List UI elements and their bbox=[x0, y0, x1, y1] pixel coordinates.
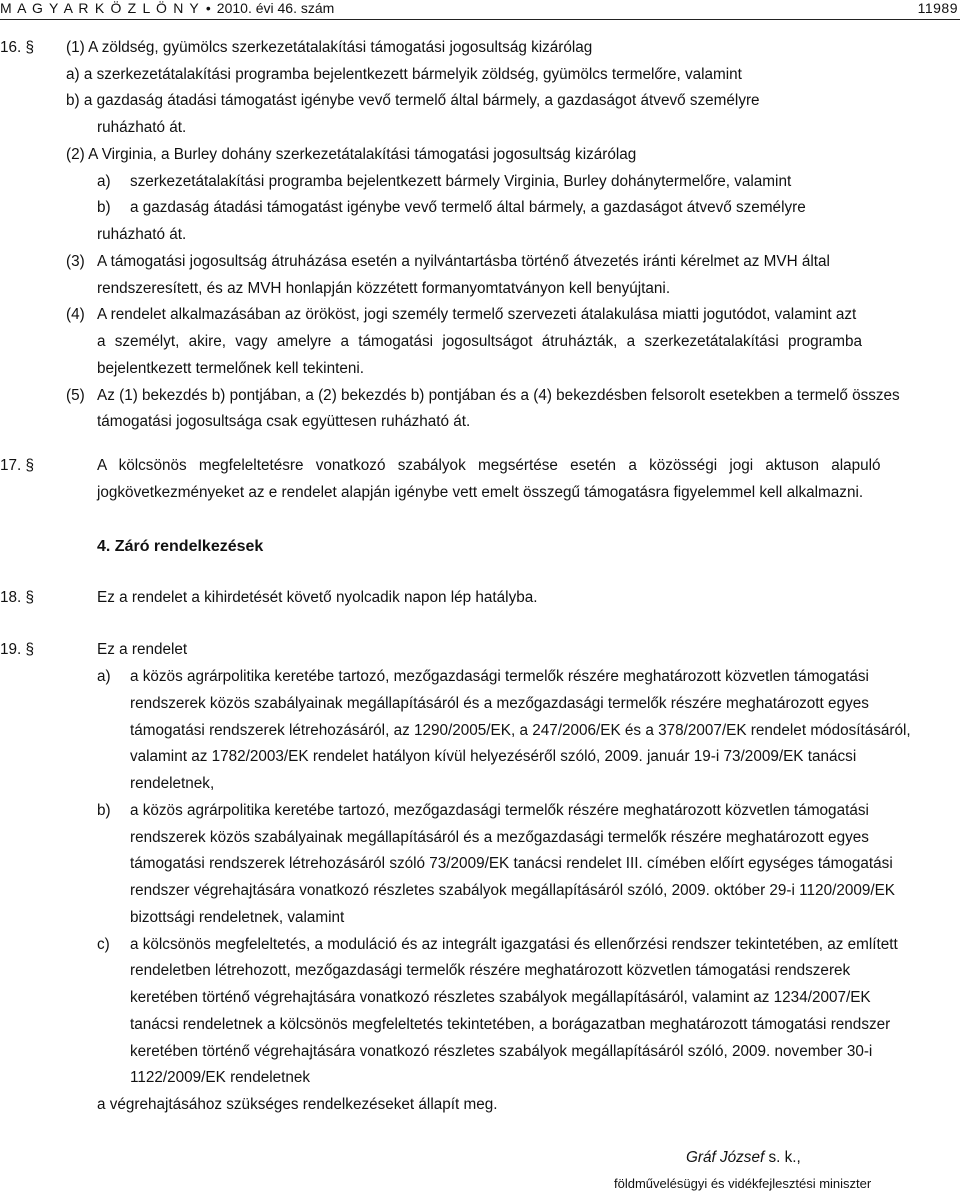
s16-p2: (2) A Virginia, a Burley dohány szerkezetátalakítási támogatási jogosultság kizárólag bbox=[66, 146, 637, 163]
s16-p1: (1) A zöldség, gyümölcs szerkezetátalakítási támogatási jogosultság kizárólag bbox=[66, 39, 593, 56]
s16-p2-b: a gazdaság átadási támogatást igénybe vevő termelő által bármely, a gazdaságot átvevő személyre bbox=[130, 199, 806, 216]
s19-c-line6: 1122/2009/EK rendeletnek bbox=[130, 1069, 311, 1086]
s19-c-line4: tanácsi rendeletnek a kölcsönös megfeleltetés tekintetében, a borágazatban meghatározott támogatási rendszer bbox=[130, 1016, 891, 1033]
s17-line1: A kölcsönös megfeleltetésre vonatkozó szabályok megsértése esetén a közösségi jogi aktuson alapuló bbox=[97, 457, 881, 474]
s16-p3-line1 bbox=[97, 253, 957, 271]
s19-b-line4: rendszer végrehajtására vonatkozó részletes szabályok megállapításáról szóló, 2009. október 29-i 1120/2009/EK bbox=[130, 882, 896, 899]
signature-name-line bbox=[686, 1149, 801, 1167]
s19-c-line3: keretében történő végrehajtására vonatkozó részletes szabályok megállapításáról, valamint az 1234/2007/EK bbox=[130, 989, 871, 1006]
s19-a-line2: rendszerek közös szabályainak megállapításáról és a mezőgazdasági termelők részére meghatározott egyes bbox=[130, 695, 869, 712]
signature-suffix: s. k., bbox=[764, 1149, 801, 1166]
journal-title bbox=[0, 0, 334, 16]
s19-intro: Ez a rendelet bbox=[97, 641, 188, 658]
s16-p1-a: a) a szerkezetátalakítási programba bejelentkezett bármelyik zöldség, gyümölcs termelőre, valamint bbox=[66, 66, 742, 83]
section-17-number: 17. § bbox=[0, 457, 35, 474]
section-16-number: 16. § bbox=[0, 39, 35, 56]
separator-bullet: • bbox=[205, 0, 211, 16]
header-rule bbox=[0, 19, 960, 20]
s16-p5-line2: támogatási jogosultsága csak együttesen ruházható át. bbox=[97, 413, 471, 430]
page-header bbox=[0, 0, 960, 22]
issue-label: 2010. évi 46. szám bbox=[216, 0, 335, 16]
s18-text: Ez a rendelet a kihirdetését követő nyolcadik napon lép hatályba. bbox=[97, 589, 538, 606]
section-heading: 4. Záró rendelkezések bbox=[97, 538, 264, 555]
s16-p4-line1: A rendelet alkalmazásában az örököst, jogi személy termelő szervezeti átalakulása miatti jogutódot, valamint azt bbox=[97, 306, 857, 323]
s16-p3-line2: rendszeresített, és az MVH honlapján közzétett formanyomtatványon kell benyújtani. bbox=[97, 280, 671, 297]
s17-line2: jogkövetkezményeket az e rendelet alapján igénybe vett emelt összegű támogatásra figyelemmel kell alkalmazni. bbox=[97, 484, 864, 501]
s19-b-line5: bizottsági rendeletnek, valamint bbox=[130, 909, 345, 926]
text: A támogatási jogosultság átruházása esetén a nyilvántartásba történő átvezetés iránti kérelmet az MVH által bbox=[97, 253, 830, 270]
s19-c-line2: rendeletben létrehozott, mezőgazdasági termelők részére meghatározott közvetlen támogatási rendszerek bbox=[130, 962, 851, 979]
s19-c-label: c) bbox=[97, 936, 110, 953]
s19-a-line1: a közös agrárpolitika keretébe tartozó, mezőgazdasági termelők részére meghatározott közvetlen támogatási bbox=[130, 668, 869, 685]
s16-p2-b-cont: ruházható át. bbox=[97, 226, 187, 243]
s16-p2-a: szerkezetátalakítási programba bejelentkezett bármely Virginia, Burley dohánytermelőre, valamint bbox=[130, 173, 792, 190]
journal-name: M A G Y A R K Ö Z L Ö N Y bbox=[0, 0, 200, 16]
section-19-number: 19. § bbox=[0, 641, 35, 658]
s19-a-label: a) bbox=[97, 668, 111, 685]
s16-p1-b-cont: ruházható át. bbox=[97, 119, 187, 136]
s19-b-line2: rendszerek közös szabályainak megállapításáról és a mezőgazdasági termelők részére meghatározott egyes bbox=[130, 829, 869, 846]
section-18-number: 18. § bbox=[0, 589, 35, 606]
s19-b-line1: a közös agrárpolitika keretébe tartozó, mezőgazdasági termelők részére meghatározott közvetlen támogatási bbox=[130, 802, 869, 819]
signatory-name: Gráf József bbox=[686, 1149, 765, 1166]
s16-p2-b-label: b) bbox=[97, 199, 111, 216]
s16-p1-b: b) a gazdaság átadási támogatást igénybe vevő termelő által bármely, a gazdaságot átvevő személyre bbox=[66, 92, 760, 109]
s16-p4-line3: bejelentkezett termelőnek kell tekinteni. bbox=[97, 360, 364, 377]
s19-b-label: b) bbox=[97, 802, 111, 819]
s16-p2-a-label: a) bbox=[97, 173, 111, 190]
justified-line bbox=[97, 253, 957, 271]
s16-p5-line1: Az (1) bekezdés b) pontjában, a (2) bekezdés b) pontjában és a (4) bekezdésben felsorolt esetekben a termelő összes bbox=[97, 387, 900, 404]
s16-p3-label: (3) bbox=[66, 253, 85, 270]
s16-p4-line2: a személyt, akire, vagy amelyre a támogatási jogosultságot átruházták, a szerkezetátalakítási programba bbox=[97, 333, 862, 350]
s19-a-line3: támogatási rendszerek létrehozásáról, az 1290/2005/EK, a 247/2006/EK és a 378/2007/EK rendelet módosításáról, bbox=[130, 722, 911, 739]
s16-p5-label: (5) bbox=[66, 387, 85, 404]
s19-c-line1: a kölcsönös megfeleltetés, a moduláció és az integrált igazgatási és ellenőrzési rendszer tekintetében, az említett bbox=[130, 936, 898, 953]
s19-closing: a végrehajtásához szükséges rendelkezéseket állapít meg. bbox=[97, 1096, 498, 1113]
page-number: 11989 bbox=[917, 0, 958, 16]
signatory-title: földművelésügyi és vidékfejlesztési miniszter bbox=[614, 1176, 872, 1191]
s19-a-line5: rendeletnek, bbox=[130, 775, 215, 792]
s19-a-line4: valamint az 1782/2003/EK rendelet hatályon kívül helyezéséről szóló, 2009. január 19-i 73/2009/EK tanácsi bbox=[130, 748, 857, 765]
s19-b-line3: támogatási rendszerek létrehozásáról szóló 73/2009/EK tanácsi rendelet III. címében előírt egységes támogatási bbox=[130, 855, 893, 872]
s16-p4-label: (4) bbox=[66, 306, 85, 323]
s19-c-line5: keretében történő végrehajtására vonatkozó részletes szabályok megállapításáról szóló, 2009. november 30-i bbox=[130, 1043, 873, 1060]
